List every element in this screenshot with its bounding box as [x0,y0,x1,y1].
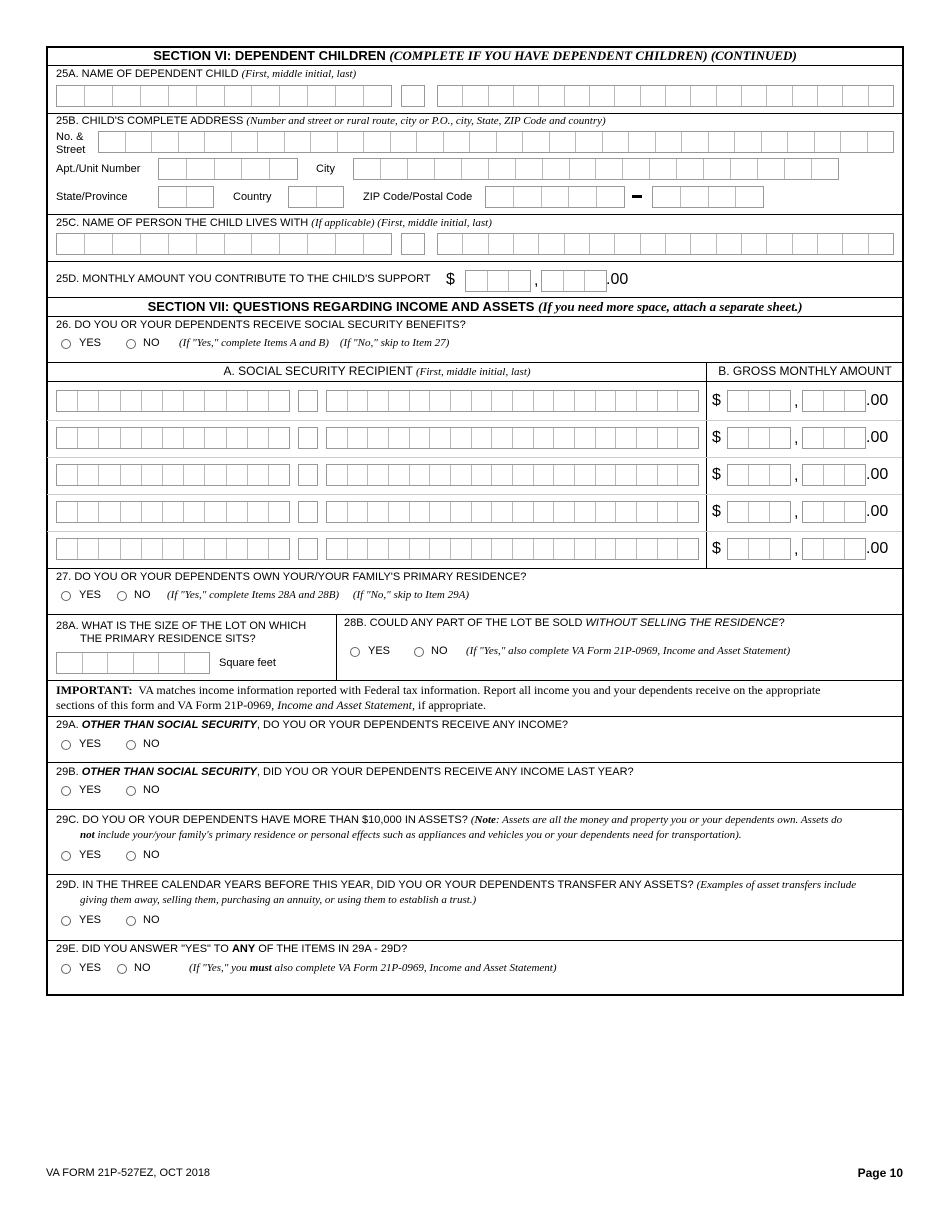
q25c-label [56,217,492,229]
q27-no-radio[interactable] [117,591,127,601]
divider [47,113,903,114]
ss-amount-3-thousands-input[interactable] [727,464,791,486]
ss-amount-2-thousands-input[interactable] [727,427,791,449]
q29e-yes-label: YES [79,962,102,974]
q29c-note-2: include your/your family's primary residence or personal effects such as appliances and vehicles you or your dependents need for transportation). [97,829,742,841]
q29e-note-2: also complete VA Form 21P-0969, Income and Asset Statement) [274,962,557,974]
q26-yes-radio[interactable] [61,339,71,349]
ss-row-separator [707,494,902,495]
q29a-yes-radio[interactable] [61,740,71,750]
q25a-middle-initial-input[interactable] [401,85,425,107]
q25d-hundreds-input[interactable] [541,270,607,292]
q29b-text: , DID YOU OR YOUR DEPENDENTS RECEIVE ANY INCOME LAST YEAR? [256,766,634,778]
q28b-label [344,617,785,629]
q27-no-label: NO [134,589,151,601]
divider [47,716,903,717]
q25a-label [56,68,356,80]
ss-recipient-2-last-name-input[interactable] [326,427,699,449]
section-7-note: (If you need more space, attach a separate sheet.) [538,299,803,314]
q29b-label [56,766,634,778]
divider [47,762,903,763]
divider [47,65,903,66]
q25d-comma: , [534,272,539,289]
q29e-note-must: must [249,962,272,974]
divider [47,940,903,941]
q25c-first-name-input[interactable] [56,233,392,255]
q25a-first-name-input[interactable] [56,85,392,107]
q29e-text-2: OF THE ITEMS IN 29A - 29D? [258,943,408,955]
q28a-label [56,620,306,646]
q28a-unit: Square feet [219,657,276,669]
ss-amount-1-dollar: $ [712,392,721,409]
country-label: Country [233,191,272,203]
divider [47,809,903,810]
ss-recipient-1-middle-initial-input[interactable] [298,390,318,412]
q25a-label-text: 25A. NAME OF DEPENDENT CHILD [56,68,239,80]
state-input[interactable] [158,186,214,208]
section-6-title: SECTION VI: DEPENDENT CHILDREN [153,48,386,63]
q29c-yes-label: YES [79,849,102,861]
ss-recipient-4-last-name-input[interactable] [326,501,699,523]
q29e-no-label: NO [134,962,151,974]
q29a-num: 29A. [56,719,79,731]
divider [47,381,903,382]
footer-page-number: Page 10 [857,1166,903,1180]
q29b-num: 29B. [56,766,79,778]
q29c-note-open: ( [470,814,475,826]
q25c-middle-initial-input[interactable] [401,233,425,255]
section-6-note: (COMPLETE IF YOU HAVE DEPENDENT CHILDREN) (CONTINUED) [389,48,797,63]
ss-recipient-2-first-name-input[interactable] [56,427,290,449]
important-notice [56,683,896,713]
q25c-note: (If applicable) (First, middle initial, last) [311,217,492,229]
ss-amount-5-cents: .00 [866,540,889,557]
q26-no-label: NO [143,337,160,349]
q29e-text-1: 29E. DID YOU ANSWER "YES" TO [56,943,229,955]
divider [47,214,903,215]
q26-yes-label: YES [79,337,102,349]
ss-amount-4-hundreds-input[interactable] [802,501,866,523]
q25b-label [56,115,606,127]
q29e-yes-radio[interactable] [61,964,71,974]
important-line1: VA matches income information reported with Federal tax information. Report all income you and your dependents receive on the appropriate [138,683,821,697]
ss-amount-5-dollar: $ [712,540,721,557]
street-label-line2: Street [56,144,86,156]
ss-recipient-3-first-name-input[interactable] [56,464,290,486]
q29e-note [189,962,557,974]
q28a-label-line2: THE PRIMARY RESIDENCE SITS? [80,633,256,645]
street-label-line1: No. & [56,131,84,143]
ss-amount-4-comma: , [794,504,799,521]
apt-label: Apt./Unit Number [56,163,141,175]
q25c-last-name-input[interactable] [437,233,894,255]
q29e-any: ANY [231,943,256,955]
ss-recipient-5-first-name-input[interactable] [56,538,290,560]
q27-note-1: (If "Yes," complete Items 28A and 28B) [167,589,340,601]
divider [47,680,903,681]
zip-dash [632,195,642,198]
q27-yes-label: YES [79,589,102,601]
q29a-emph: OTHER THAN SOCIAL SECURITY [81,719,257,731]
divider [47,614,903,615]
ss-amount-5-comma: , [794,541,799,558]
q28a-lot-size-input[interactable] [56,652,210,674]
q28b-label-text: 28B. COULD ANY PART OF THE LOT BE SOLD [344,617,583,629]
ss-amount-3-comma: , [794,467,799,484]
q29a-no-radio[interactable] [126,740,136,750]
q29d-note-1: (Examples of asset transfers include [696,879,857,891]
zip-label: ZIP Code/Postal Code [363,191,473,203]
q28b-label-end: ? [778,617,785,629]
ss-row-separator [47,420,707,421]
q27-note [167,589,469,601]
ss-row-separator [47,531,707,532]
q26-note-1: (If "Yes," complete Items A and B) [179,337,329,349]
q29e-no-radio[interactable] [117,964,127,974]
divider [47,568,903,569]
section-6-header [48,48,902,64]
q28b-no-radio[interactable] [414,647,424,657]
q29c-no-radio[interactable] [126,851,136,861]
q25b-label-text: 25B. CHILD'S COMPLETE ADDRESS [56,115,244,127]
q29b-no-radio[interactable] [126,786,136,796]
q25d-thousands-input[interactable] [465,270,531,292]
ss-amount-4-dollar: $ [712,503,721,520]
ss-amount-5-hundreds-input[interactable] [802,538,866,560]
q28-divider [336,614,337,680]
ss-col-a-note: (First, middle initial, last) [415,366,531,378]
ss-col-b-header: B. GROSS MONTHLY AMOUNT [718,364,892,378]
section-7-header [48,299,902,315]
divider [47,297,903,298]
q29d-yes-label: YES [79,914,102,926]
country-input[interactable] [288,186,344,208]
q25d-cents: .00 [606,271,629,288]
ss-column-divider [706,362,707,568]
q25a-last-name-input[interactable] [437,85,894,107]
q25c-label-text: 25C. NAME OF PERSON THE CHILD LIVES WITH [56,217,309,229]
q26-no-radio[interactable] [126,339,136,349]
q29b-yes-radio[interactable] [61,786,71,796]
q29b-yes-label: YES [79,784,102,796]
ss-amount-4-cents: .00 [866,503,889,520]
q28b-note: (If "Yes," also complete VA Form 21P-0969, Income and Asset Statement) [466,645,791,657]
important-label: IMPORTANT: [56,683,133,697]
ss-recipient-2-middle-initial-input[interactable] [298,427,318,449]
ss-amount-2-cents: .00 [866,429,889,446]
q29a-text: , DO YOU OR YOUR DEPENDENTS RECEIVE ANY INCOME? [256,719,569,731]
zip-ext-input[interactable] [652,186,764,208]
q25a-note: (First, middle initial, last) [241,68,357,80]
ss-col-a-title: A. SOCIAL SECURITY RECIPIENT [223,364,413,378]
ss-col-a-header [48,364,706,378]
q25b-note: (Number and street or rural route, city or P.O., city, State, ZIP Code and country) [246,115,606,127]
q26-label: 26. DO YOU OR YOUR DEPENDENTS RECEIVE SOCIAL SECURITY BENEFITS? [56,319,466,331]
ss-row-separator [47,494,707,495]
q29a-no-label: NO [143,738,160,750]
ss-amount-2-hundreds-input[interactable] [802,427,866,449]
ss-amount-3-cents: .00 [866,466,889,483]
q29c-note-not: not [80,829,95,841]
q29e-label [56,943,407,955]
ss-amount-2-comma: , [794,430,799,447]
ss-row-separator [707,531,902,532]
ss-recipient-5-middle-initial-input[interactable] [298,538,318,560]
apt-input[interactable] [158,158,298,180]
section-7-title: SECTION VII: QUESTIONS REGARDING INCOME AND ASSETS [147,299,535,314]
divider [47,316,903,317]
street-label [56,131,85,157]
ss-recipient-4-middle-initial-input[interactable] [298,501,318,523]
q29c-label [56,813,896,843]
q28b-label-emph: WITHOUT SELLING THE RESIDENCE [585,617,779,629]
zip-input[interactable] [485,186,625,208]
important-line2b: Income and Asset Statement, [277,698,415,712]
ss-amount-5-thousands-input[interactable] [727,538,791,560]
important-line2c: if appropriate. [417,698,486,712]
q26-note [179,337,449,349]
q28b-no-label: NO [431,645,448,657]
ss-recipient-1-last-name-input[interactable] [326,390,699,412]
ss-amount-1-thousands-input[interactable] [727,390,791,412]
city-label: City [316,163,335,175]
q29c-text: 29C. DO YOU OR YOUR DEPENDENTS HAVE MORE THAN $10,000 IN ASSETS? [56,814,468,826]
q26-note-2: (If "No," skip to Item 27) [339,337,450,349]
q29d-label [56,878,896,908]
q29b-no-label: NO [143,784,160,796]
q29a-label [56,719,568,731]
q29e-note-1: (If "Yes," you [189,962,248,974]
q29d-note-2: giving them away, selling them, purchasing an annuity, or using them to establish a trust.) [80,894,477,906]
ss-row-separator [707,420,902,421]
important-line2a: sections of this form and VA Form 21P-0969, [56,698,275,712]
q29d-no-label: NO [143,914,160,926]
q28a-label-line1: 28A. WHAT IS THE SIZE OF THE LOT ON WHICH [56,620,307,632]
ss-recipient-3-middle-initial-input[interactable] [298,464,318,486]
ss-recipient-3-last-name-input[interactable] [326,464,699,486]
q25d-label: 25D. MONTHLY AMOUNT YOU CONTRIBUTE TO THE CHILD'S SUPPORT [56,273,431,285]
ss-amount-2-dollar: $ [712,429,721,446]
q29a-yes-label: YES [79,738,102,750]
q28b-yes-radio[interactable] [350,647,360,657]
q29d-yes-radio[interactable] [61,916,71,926]
street-input[interactable] [98,131,894,153]
q29d-text: 29D. IN THE THREE CALENDAR YEARS BEFORE THIS YEAR, DID YOU OR YOUR DEPENDENTS TRANSFER ANY ASSETS? [56,879,694,891]
ss-amount-4-thousands-input[interactable] [727,501,791,523]
state-label: State/Province [56,191,128,203]
ss-row-separator [707,457,902,458]
ss-recipient-1-first-name-input[interactable] [56,390,290,412]
ss-row-separator [47,457,707,458]
q29b-emph: OTHER THAN SOCIAL SECURITY [81,766,257,778]
footer-form-id: VA FORM 21P-527EZ, OCT 2018 [46,1167,211,1179]
ss-recipient-5-last-name-input[interactable] [326,538,699,560]
city-input[interactable] [353,158,839,180]
ss-amount-3-hundreds-input[interactable] [802,464,866,486]
ss-amount-1-hundreds-input[interactable] [802,390,866,412]
q27-note-2: (If "No," skip to Item 29A) [352,589,469,601]
q27-yes-radio[interactable] [61,591,71,601]
q29c-note-1: : Assets are all the money and property you or your dependents own. Assets do [495,814,843,826]
q29d-no-radio[interactable] [126,916,136,926]
q25d-dollar: $ [446,271,455,288]
ss-amount-1-comma: , [794,393,799,410]
ss-amount-3-dollar: $ [712,466,721,483]
ss-amount-1-cents: .00 [866,392,889,409]
divider [47,362,903,363]
divider [47,261,903,262]
q29c-note-bold: Note [474,814,496,826]
q29c-yes-radio[interactable] [61,851,71,861]
divider [47,874,903,875]
q27-label: 27. DO YOU OR YOUR DEPENDENTS OWN YOUR/YOUR FAMILY'S PRIMARY RESIDENCE? [56,571,527,583]
ss-recipient-4-first-name-input[interactable] [56,501,290,523]
q28b-yes-label: YES [368,645,391,657]
q29c-no-label: NO [143,849,160,861]
